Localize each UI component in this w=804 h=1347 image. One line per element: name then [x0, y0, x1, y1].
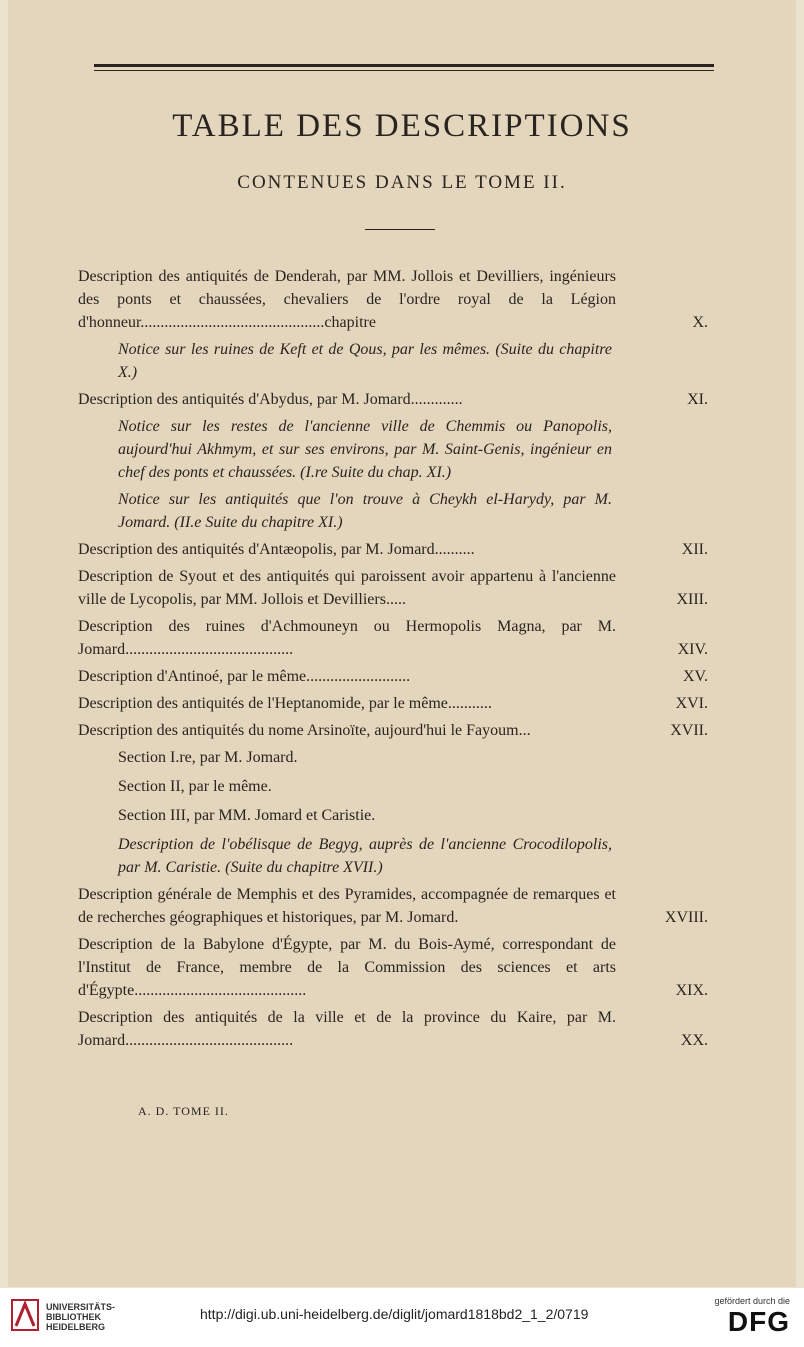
footer-bar: [0, 1288, 804, 1347]
funding-label: gefördert durch die: [714, 1296, 790, 1306]
list-item: Description des antiquités du nome Arsinoïte, aujourd'hui le Fayoum... XVII.: [78, 722, 708, 739]
list-item: Description de l'obélisque de Begyg, auprès de l'ancienne Crocodilopolis, par M. Caristie. (Suite du chapitre XVII.): [118, 836, 612, 876]
list-item: Description des antiquités de l'Heptanomide, par le même........... XVI.: [78, 695, 708, 712]
university-library-logo-icon: [10, 1298, 40, 1332]
library-name: UNIVERSITÄTS- BIBLIOTHEK HEIDELBERG: [46, 1302, 116, 1332]
list-item: Notice sur les ruines de Keft et de Qous, par les mêmes. (Suite du chapitre X.): [118, 341, 612, 381]
top-rule: [94, 64, 714, 67]
dfg-logo: DFG: [727, 1306, 790, 1337]
list-item: Description de Syout et des antiquités qui paroissent avoir appartenu à l'ancienne ville de Lycopolis, par MM. Jollois et Devilliers..... XIII.: [78, 568, 708, 608]
list-item: Section II, par le même.: [118, 778, 272, 795]
list-item: Description des antiquités d'Abydus, par M. Jomard............. XI.: [78, 391, 708, 408]
list-item: Section I.re, par M. Jomard.: [118, 749, 298, 766]
table-of-descriptions: [78, 265, 708, 1056]
list-item: Description des antiquités de la ville et de la province du Kaire, par M. Jomard.......................................... XX.: [78, 1009, 708, 1049]
list-item: Notice sur les antiquités que l'on trouve à Cheykh el-Harydy, par M. Jomard. (II.e Suite du chapitre XI.): [118, 491, 612, 531]
page-title: TABLE DES DESCRIPTIONS: [172, 108, 632, 144]
scanned-page: [8, 0, 796, 1287]
list-item: Description d'Antinoé, par le même.......................... XV.: [78, 668, 708, 685]
page-subtitle: CONTENUES DANS LE TOME II.: [237, 172, 567, 193]
list-item: Description des antiquités d'Antæopolis, par M. Jomard.......... XII.: [78, 541, 708, 558]
permalink[interactable]: http://digi.ub.uni-heidelberg.de/diglit/jomard1818bd2_1_2/0719: [200, 1306, 589, 1322]
list-item: Description générale de Memphis et des Pyramides, accompagnée de remarques et de recherches géographiques et historiques, par M. Jomard. XVIII.: [78, 886, 708, 926]
list-item: Section III, par MM. Jomard et Caristie.: [118, 807, 376, 824]
list-item: Notice sur les restes de l'ancienne ville de Chemmis ou Panopolis, aujourd'hui Akhmym, et sur ses environs, par M. Saint-Genis, ingénieur en chef des ponts et chaussées. (I.re Suite du chap. XI.): [118, 418, 612, 481]
list-item: Description de la Babylone d'Égypte, par M. du Bois-Aymé, correspondant de l'Institut de France, membre de la Commission des sciences et arts d'Égypte........................................... XIX.: [78, 936, 708, 999]
signature-mark: A. D. TOME II.: [138, 1104, 229, 1118]
list-item: Description des ruines d'Achmouneyn ou Hermopolis Magna, par M. Jomard.......................................... XIV.: [78, 618, 708, 658]
divider: [365, 229, 435, 230]
top-rule-thin: [94, 70, 714, 71]
list-item: Description des antiquités de Denderah, par MM. Jollois et Devilliers, ingénieurs des ponts et chaussées, chevaliers de l'ordre royal de la Légion d'honneur..............................................chapitre X.: [78, 268, 708, 331]
